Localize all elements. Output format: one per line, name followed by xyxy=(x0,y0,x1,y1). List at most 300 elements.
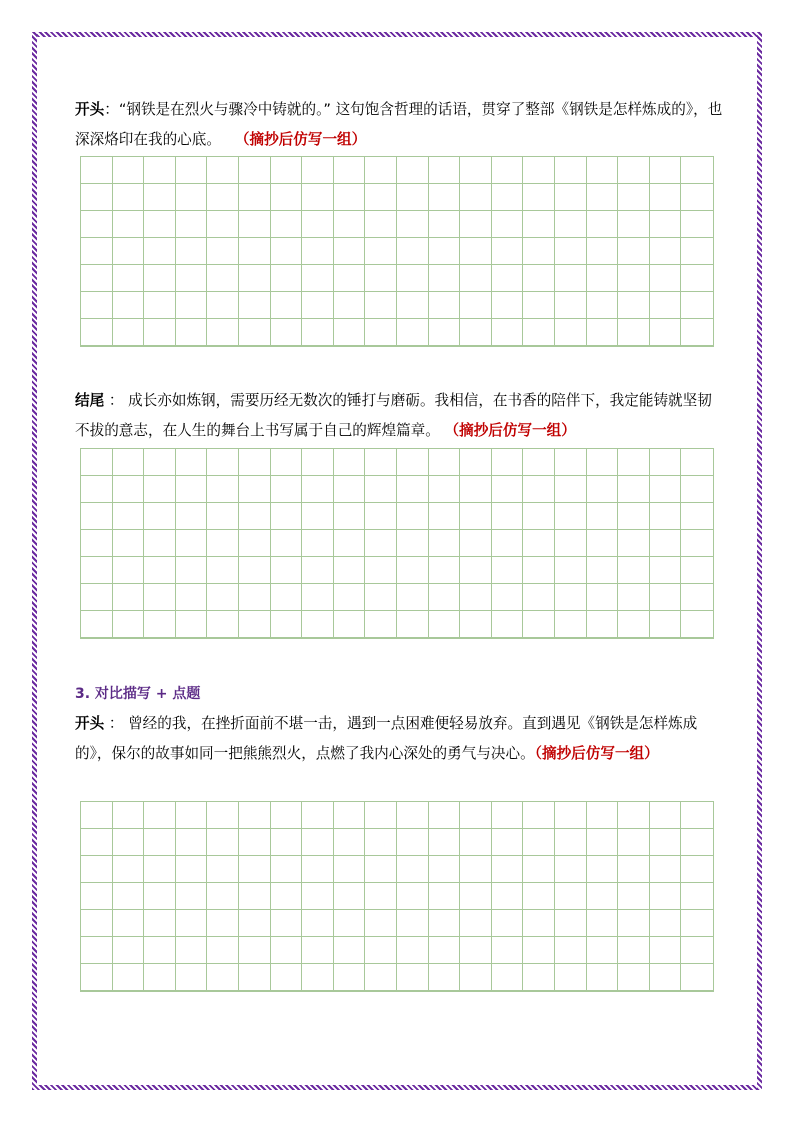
grid-cell[interactable] xyxy=(144,157,176,184)
grid-cell[interactable] xyxy=(523,184,555,211)
grid-cell[interactable] xyxy=(302,964,334,991)
grid-cell[interactable] xyxy=(429,503,461,530)
grid-cell[interactable] xyxy=(176,184,208,211)
grid-cell[interactable] xyxy=(239,584,271,611)
grid-cell[interactable] xyxy=(271,829,303,856)
grid-cell[interactable] xyxy=(523,211,555,238)
grid-cell[interactable] xyxy=(523,584,555,611)
grid-cell[interactable] xyxy=(176,476,208,503)
grid-cell[interactable] xyxy=(650,476,682,503)
grid-cell[interactable] xyxy=(176,584,208,611)
grid-cell[interactable] xyxy=(460,584,492,611)
grid-cell[interactable] xyxy=(81,910,113,937)
grid-cell[interactable] xyxy=(365,319,397,346)
grid-cell[interactable] xyxy=(334,238,366,265)
grid-cell[interactable] xyxy=(271,557,303,584)
grid-cell[interactable] xyxy=(681,503,713,530)
grid-cell[interactable] xyxy=(144,937,176,964)
grid-cell[interactable] xyxy=(302,157,334,184)
grid-cell[interactable] xyxy=(523,319,555,346)
grid-cell[interactable] xyxy=(81,802,113,829)
grid-cell[interactable] xyxy=(239,292,271,319)
grid-cell[interactable] xyxy=(492,157,524,184)
grid-cell[interactable] xyxy=(81,557,113,584)
grid-cell[interactable] xyxy=(618,319,650,346)
grid-cell[interactable] xyxy=(492,184,524,211)
grid-cell[interactable] xyxy=(207,802,239,829)
grid-cell[interactable] xyxy=(113,910,145,937)
grid-cell[interactable] xyxy=(555,265,587,292)
grid-cell[interactable] xyxy=(176,802,208,829)
grid-cell[interactable] xyxy=(302,910,334,937)
grid-cell[interactable] xyxy=(113,157,145,184)
grid-cell[interactable] xyxy=(460,476,492,503)
grid-cell[interactable] xyxy=(618,157,650,184)
grid-cell[interactable] xyxy=(429,910,461,937)
grid-cell[interactable] xyxy=(523,292,555,319)
grid-cell[interactable] xyxy=(460,937,492,964)
grid-cell[interactable] xyxy=(334,292,366,319)
grid-cell[interactable] xyxy=(587,211,619,238)
grid-cell[interactable] xyxy=(144,238,176,265)
grid-cell[interactable] xyxy=(239,557,271,584)
grid-cell[interactable] xyxy=(176,292,208,319)
grid-cell[interactable] xyxy=(113,476,145,503)
grid-cell[interactable] xyxy=(587,964,619,991)
grid-cell[interactable] xyxy=(81,184,113,211)
grid-cell[interactable] xyxy=(144,292,176,319)
grid-cell[interactable] xyxy=(555,184,587,211)
grid-cell[interactable] xyxy=(113,802,145,829)
grid-cell[interactable] xyxy=(492,883,524,910)
grid-cell[interactable] xyxy=(397,319,429,346)
grid-cell[interactable] xyxy=(365,530,397,557)
grid-cell[interactable] xyxy=(618,584,650,611)
grid-cell[interactable] xyxy=(492,557,524,584)
grid-cell[interactable] xyxy=(176,829,208,856)
grid-cell[interactable] xyxy=(429,449,461,476)
grid-cell[interactable] xyxy=(618,449,650,476)
grid-cell[interactable] xyxy=(460,611,492,638)
grid-cell[interactable] xyxy=(429,557,461,584)
grid-cell[interactable] xyxy=(334,211,366,238)
grid-cell[interactable] xyxy=(271,883,303,910)
grid-cell[interactable] xyxy=(334,184,366,211)
grid-cell[interactable] xyxy=(492,211,524,238)
grid-cell[interactable] xyxy=(334,557,366,584)
grid-cell[interactable] xyxy=(81,476,113,503)
grid-cell[interactable] xyxy=(523,238,555,265)
grid-cell[interactable] xyxy=(460,829,492,856)
grid-cell[interactable] xyxy=(144,611,176,638)
grid-cell[interactable] xyxy=(271,157,303,184)
grid-cell[interactable] xyxy=(523,856,555,883)
grid-cell[interactable] xyxy=(81,611,113,638)
grid-cell[interactable] xyxy=(650,319,682,346)
grid-cell[interactable] xyxy=(207,292,239,319)
grid-cell[interactable] xyxy=(460,503,492,530)
grid-cell[interactable] xyxy=(618,530,650,557)
grid-cell[interactable] xyxy=(176,319,208,346)
grid-cell[interactable] xyxy=(492,802,524,829)
grid-cell[interactable] xyxy=(113,883,145,910)
grid-cell[interactable] xyxy=(176,964,208,991)
grid-cell[interactable] xyxy=(523,530,555,557)
grid-cell[interactable] xyxy=(176,211,208,238)
grid-cell[interactable] xyxy=(81,937,113,964)
grid-cell[interactable] xyxy=(555,611,587,638)
grid-cell[interactable] xyxy=(239,211,271,238)
grid-cell[interactable] xyxy=(587,157,619,184)
grid-cell[interactable] xyxy=(365,584,397,611)
grid-cell[interactable] xyxy=(239,238,271,265)
grid-cell[interactable] xyxy=(618,937,650,964)
grid-cell[interactable] xyxy=(239,829,271,856)
grid-cell[interactable] xyxy=(271,503,303,530)
grid-cell[interactable] xyxy=(144,964,176,991)
grid-cell[interactable] xyxy=(650,557,682,584)
grid-cell[interactable] xyxy=(271,265,303,292)
grid-cell[interactable] xyxy=(587,856,619,883)
grid-cell[interactable] xyxy=(587,611,619,638)
grid-cell[interactable] xyxy=(365,611,397,638)
grid-cell[interactable] xyxy=(650,802,682,829)
grid-cell[interactable] xyxy=(81,238,113,265)
grid-cell[interactable] xyxy=(113,964,145,991)
grid-cell[interactable] xyxy=(302,584,334,611)
grid-cell[interactable] xyxy=(460,238,492,265)
grid-cell[interactable] xyxy=(555,292,587,319)
grid-cell[interactable] xyxy=(81,584,113,611)
grid-cell[interactable] xyxy=(239,449,271,476)
grid-cell[interactable] xyxy=(460,211,492,238)
grid-cell[interactable] xyxy=(681,319,713,346)
grid-cell[interactable] xyxy=(365,964,397,991)
grid-cell[interactable] xyxy=(523,557,555,584)
grid-cell[interactable] xyxy=(302,184,334,211)
grid-cell[interactable] xyxy=(302,292,334,319)
grid-cell[interactable] xyxy=(555,856,587,883)
grid-cell[interactable] xyxy=(555,503,587,530)
grid-cell[interactable] xyxy=(81,292,113,319)
grid-cell[interactable] xyxy=(365,265,397,292)
grid-cell[interactable] xyxy=(618,611,650,638)
grid-cell[interactable] xyxy=(618,292,650,319)
grid-cell[interactable] xyxy=(239,856,271,883)
grid-cell[interactable] xyxy=(302,211,334,238)
grid-cell[interactable] xyxy=(271,476,303,503)
grid-cell[interactable] xyxy=(176,449,208,476)
grid-cell[interactable] xyxy=(81,503,113,530)
grid-cell[interactable] xyxy=(302,883,334,910)
grid-cell[interactable] xyxy=(618,883,650,910)
grid-cell[interactable] xyxy=(207,184,239,211)
grid-cell[interactable] xyxy=(365,557,397,584)
grid-cell[interactable] xyxy=(302,530,334,557)
grid-cell[interactable] xyxy=(555,883,587,910)
grid-cell[interactable] xyxy=(207,449,239,476)
grid-cell[interactable] xyxy=(650,292,682,319)
grid-cell[interactable] xyxy=(429,937,461,964)
grid-cell[interactable] xyxy=(618,211,650,238)
grid-cell[interactable] xyxy=(334,449,366,476)
grid-cell[interactable] xyxy=(397,883,429,910)
grid-cell[interactable] xyxy=(618,503,650,530)
grid-cell[interactable] xyxy=(144,557,176,584)
grid-cell[interactable] xyxy=(334,964,366,991)
grid-cell[interactable] xyxy=(397,856,429,883)
grid-cell[interactable] xyxy=(492,829,524,856)
grid-cell[interactable] xyxy=(681,184,713,211)
grid-cell[interactable] xyxy=(397,802,429,829)
grid-cell[interactable] xyxy=(460,802,492,829)
grid-cell[interactable] xyxy=(587,584,619,611)
grid-cell[interactable] xyxy=(302,265,334,292)
grid-cell[interactable] xyxy=(460,157,492,184)
grid-cell[interactable] xyxy=(144,449,176,476)
grid-cell[interactable] xyxy=(523,611,555,638)
grid-cell[interactable] xyxy=(334,829,366,856)
grid-cell[interactable] xyxy=(207,829,239,856)
grid-cell[interactable] xyxy=(397,476,429,503)
grid-cell[interactable] xyxy=(492,964,524,991)
grid-cell[interactable] xyxy=(239,476,271,503)
grid-cell[interactable] xyxy=(397,964,429,991)
grid-cell[interactable] xyxy=(587,530,619,557)
grid-cell[interactable] xyxy=(460,964,492,991)
grid-cell[interactable] xyxy=(113,530,145,557)
grid-cell[interactable] xyxy=(239,802,271,829)
grid-cell[interactable] xyxy=(650,157,682,184)
grid-cell[interactable] xyxy=(207,584,239,611)
grid-cell[interactable] xyxy=(492,238,524,265)
grid-cell[interactable] xyxy=(81,157,113,184)
grid-cell[interactable] xyxy=(271,611,303,638)
grid-cell[interactable] xyxy=(239,184,271,211)
grid-cell[interactable] xyxy=(397,611,429,638)
grid-cell[interactable] xyxy=(207,211,239,238)
grid-cell[interactable] xyxy=(429,265,461,292)
writing-grid-2[interactable] xyxy=(80,448,714,639)
grid-cell[interactable] xyxy=(397,292,429,319)
grid-cell[interactable] xyxy=(429,211,461,238)
grid-cell[interactable] xyxy=(397,937,429,964)
grid-cell[interactable] xyxy=(113,937,145,964)
grid-cell[interactable] xyxy=(271,319,303,346)
grid-cell[interactable] xyxy=(207,937,239,964)
writing-grid-1[interactable] xyxy=(80,156,714,347)
grid-cell[interactable] xyxy=(523,449,555,476)
grid-cell[interactable] xyxy=(113,292,145,319)
grid-cell[interactable] xyxy=(271,238,303,265)
grid-cell[interactable] xyxy=(681,829,713,856)
grid-cell[interactable] xyxy=(176,265,208,292)
grid-cell[interactable] xyxy=(681,211,713,238)
grid-cell[interactable] xyxy=(365,802,397,829)
grid-cell[interactable] xyxy=(113,829,145,856)
grid-cell[interactable] xyxy=(113,503,145,530)
grid-cell[interactable] xyxy=(429,883,461,910)
grid-cell[interactable] xyxy=(271,211,303,238)
grid-cell[interactable] xyxy=(365,157,397,184)
grid-cell[interactable] xyxy=(492,530,524,557)
grid-cell[interactable] xyxy=(429,964,461,991)
grid-cell[interactable] xyxy=(650,184,682,211)
grid-cell[interactable] xyxy=(618,802,650,829)
grid-cell[interactable] xyxy=(429,238,461,265)
grid-cell[interactable] xyxy=(144,503,176,530)
grid-cell[interactable] xyxy=(302,856,334,883)
grid-cell[interactable] xyxy=(302,611,334,638)
grid-cell[interactable] xyxy=(397,829,429,856)
grid-cell[interactable] xyxy=(650,856,682,883)
grid-cell[interactable] xyxy=(587,265,619,292)
grid-cell[interactable] xyxy=(176,856,208,883)
grid-cell[interactable] xyxy=(681,449,713,476)
grid-cell[interactable] xyxy=(365,449,397,476)
grid-cell[interactable] xyxy=(587,184,619,211)
grid-cell[interactable] xyxy=(239,937,271,964)
grid-cell[interactable] xyxy=(587,829,619,856)
grid-cell[interactable] xyxy=(334,319,366,346)
grid-cell[interactable] xyxy=(650,211,682,238)
grid-cell[interactable] xyxy=(429,157,461,184)
grid-cell[interactable] xyxy=(492,910,524,937)
grid-cell[interactable] xyxy=(207,265,239,292)
grid-cell[interactable] xyxy=(334,910,366,937)
grid-cell[interactable] xyxy=(429,476,461,503)
grid-cell[interactable] xyxy=(523,883,555,910)
grid-cell[interactable] xyxy=(492,937,524,964)
grid-cell[interactable] xyxy=(429,829,461,856)
grid-cell[interactable] xyxy=(113,449,145,476)
grid-cell[interactable] xyxy=(492,584,524,611)
grid-cell[interactable] xyxy=(523,937,555,964)
grid-cell[interactable] xyxy=(681,265,713,292)
grid-cell[interactable] xyxy=(460,265,492,292)
grid-cell[interactable] xyxy=(681,238,713,265)
grid-cell[interactable] xyxy=(523,157,555,184)
grid-cell[interactable] xyxy=(239,319,271,346)
grid-cell[interactable] xyxy=(492,856,524,883)
grid-cell[interactable] xyxy=(555,937,587,964)
grid-cell[interactable] xyxy=(681,557,713,584)
grid-cell[interactable] xyxy=(460,530,492,557)
grid-cell[interactable] xyxy=(555,211,587,238)
grid-cell[interactable] xyxy=(144,829,176,856)
grid-cell[interactable] xyxy=(555,238,587,265)
grid-cell[interactable] xyxy=(144,802,176,829)
grid-cell[interactable] xyxy=(555,476,587,503)
grid-cell[interactable] xyxy=(207,530,239,557)
grid-cell[interactable] xyxy=(176,503,208,530)
grid-cell[interactable] xyxy=(144,856,176,883)
grid-cell[interactable] xyxy=(302,319,334,346)
grid-cell[interactable] xyxy=(555,829,587,856)
grid-cell[interactable] xyxy=(650,910,682,937)
grid-cell[interactable] xyxy=(176,238,208,265)
grid-cell[interactable] xyxy=(492,319,524,346)
grid-cell[interactable] xyxy=(365,476,397,503)
grid-cell[interactable] xyxy=(144,184,176,211)
grid-cell[interactable] xyxy=(81,964,113,991)
grid-cell[interactable] xyxy=(650,883,682,910)
grid-cell[interactable] xyxy=(460,856,492,883)
grid-cell[interactable] xyxy=(681,937,713,964)
grid-cell[interactable] xyxy=(302,802,334,829)
grid-cell[interactable] xyxy=(334,856,366,883)
grid-cell[interactable] xyxy=(650,964,682,991)
grid-cell[interactable] xyxy=(365,503,397,530)
grid-cell[interactable] xyxy=(176,937,208,964)
grid-cell[interactable] xyxy=(334,611,366,638)
grid-cell[interactable] xyxy=(555,319,587,346)
grid-cell[interactable] xyxy=(113,557,145,584)
grid-cell[interactable] xyxy=(523,964,555,991)
grid-cell[interactable] xyxy=(334,584,366,611)
grid-cell[interactable] xyxy=(397,503,429,530)
grid-cell[interactable] xyxy=(207,964,239,991)
grid-cell[interactable] xyxy=(144,211,176,238)
grid-cell[interactable] xyxy=(207,856,239,883)
grid-cell[interactable] xyxy=(207,157,239,184)
grid-cell[interactable] xyxy=(334,802,366,829)
grid-cell[interactable] xyxy=(681,292,713,319)
grid-cell[interactable] xyxy=(681,856,713,883)
grid-cell[interactable] xyxy=(681,883,713,910)
grid-cell[interactable] xyxy=(492,265,524,292)
grid-cell[interactable] xyxy=(239,503,271,530)
grid-cell[interactable] xyxy=(397,211,429,238)
grid-cell[interactable] xyxy=(555,802,587,829)
grid-cell[interactable] xyxy=(271,449,303,476)
grid-cell[interactable] xyxy=(429,319,461,346)
grid-cell[interactable] xyxy=(302,449,334,476)
grid-cell[interactable] xyxy=(460,319,492,346)
grid-cell[interactable] xyxy=(650,449,682,476)
grid-cell[interactable] xyxy=(460,557,492,584)
grid-cell[interactable] xyxy=(681,802,713,829)
grid-cell[interactable] xyxy=(429,856,461,883)
grid-cell[interactable] xyxy=(334,883,366,910)
grid-cell[interactable] xyxy=(207,883,239,910)
grid-cell[interactable] xyxy=(239,964,271,991)
grid-cell[interactable] xyxy=(523,503,555,530)
grid-cell[interactable] xyxy=(176,910,208,937)
grid-cell[interactable] xyxy=(681,611,713,638)
grid-cell[interactable] xyxy=(618,964,650,991)
grid-cell[interactable] xyxy=(271,530,303,557)
grid-cell[interactable] xyxy=(618,856,650,883)
grid-cell[interactable] xyxy=(207,611,239,638)
grid-cell[interactable] xyxy=(239,530,271,557)
grid-cell[interactable] xyxy=(555,964,587,991)
grid-cell[interactable] xyxy=(397,265,429,292)
grid-cell[interactable] xyxy=(397,449,429,476)
grid-cell[interactable] xyxy=(523,476,555,503)
grid-cell[interactable] xyxy=(681,910,713,937)
grid-cell[interactable] xyxy=(460,184,492,211)
grid-cell[interactable] xyxy=(144,319,176,346)
grid-cell[interactable] xyxy=(429,530,461,557)
grid-cell[interactable] xyxy=(144,476,176,503)
grid-cell[interactable] xyxy=(334,157,366,184)
grid-cell[interactable] xyxy=(81,883,113,910)
grid-cell[interactable] xyxy=(239,157,271,184)
grid-cell[interactable] xyxy=(681,964,713,991)
grid-cell[interactable] xyxy=(207,557,239,584)
grid-cell[interactable] xyxy=(492,476,524,503)
